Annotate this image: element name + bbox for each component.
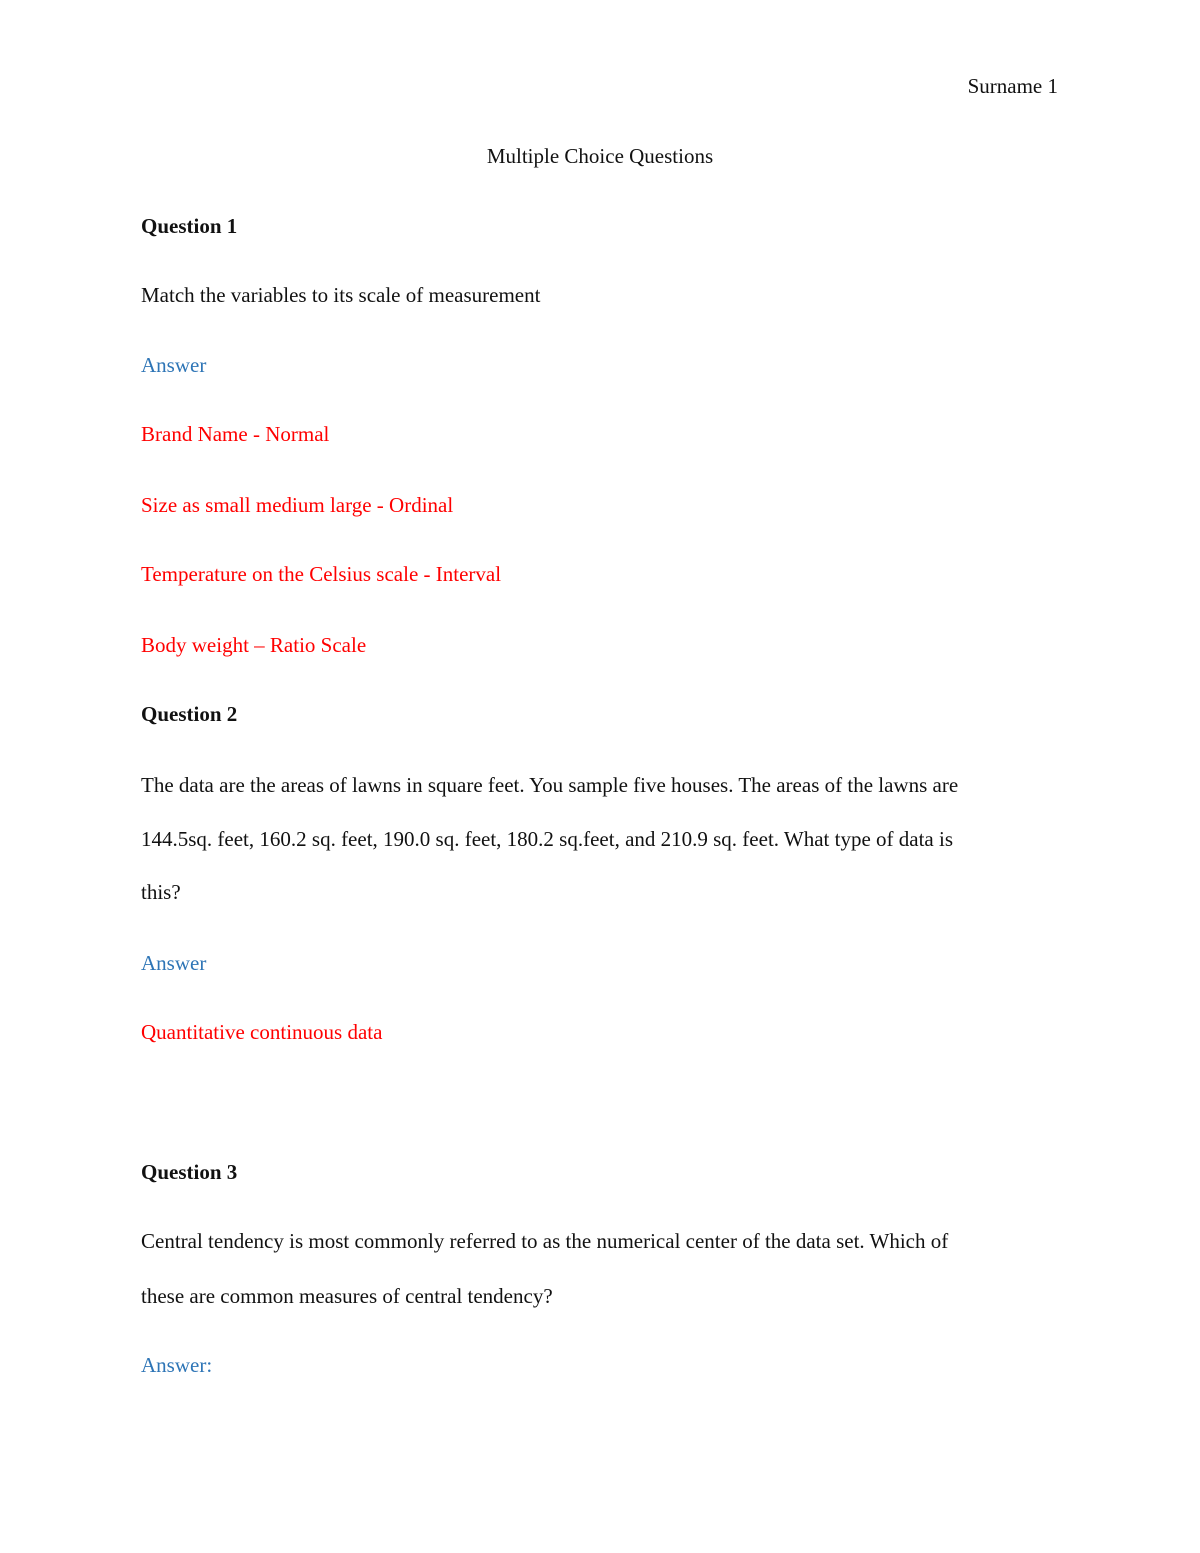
question-2-answer-label: Answer — [141, 951, 207, 975]
question-2-heading: Question 2 — [141, 702, 238, 726]
question-2-answer: Quantitative continuous data — [141, 1020, 383, 1044]
question-1-prompt: Match the variables to its scale of measurement — [141, 283, 541, 307]
question-3-prompt-line-2: these are common measures of central tendency? — [141, 1284, 553, 1308]
question-3-prompt-line-1: Central tendency is most commonly referred to as the numerical center of the data set. Which of — [141, 1229, 949, 1253]
question-1-answer-3: Temperature on the Celsius scale - Interval — [141, 562, 502, 586]
question-1-answer-2: Size as small medium large - Ordinal — [141, 493, 454, 517]
page-title: Multiple Choice Questions — [486, 144, 714, 168]
question-1-answer-label: Answer — [141, 353, 207, 377]
question-1-answer-1: Brand Name - Normal — [141, 422, 330, 446]
question-1-heading: Question 1 — [141, 214, 238, 238]
question-2-prompt-line-3: this? — [141, 880, 181, 904]
question-1-answer-4: Body weight – Ratio Scale — [141, 633, 367, 657]
running-head: Surname 1 — [967, 74, 1058, 98]
question-3-answer-label: Answer: — [141, 1353, 213, 1377]
question-3-heading: Question 3 — [141, 1160, 238, 1184]
question-2-prompt-line-2: 144.5sq. feet, 160.2 sq. feet, 190.0 sq. feet, 180.2 sq.feet, and 210.9 sq. feet. What type of data is — [141, 827, 954, 851]
question-2-prompt-line-1: The data are the areas of lawns in square feet. You sample five houses. The areas of the lawns are — [141, 773, 959, 797]
